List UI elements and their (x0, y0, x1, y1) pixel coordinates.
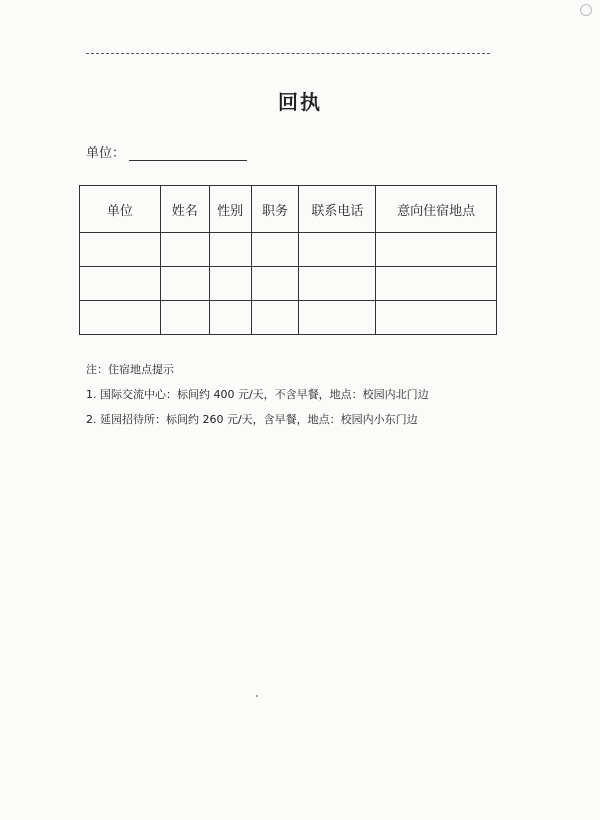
table-cell (376, 233, 497, 267)
table-cell (299, 267, 376, 301)
table-row (80, 301, 497, 335)
scan-corner-mark (580, 4, 592, 16)
table-cell (209, 267, 251, 301)
table-cell (251, 233, 299, 267)
table-cell (160, 267, 209, 301)
table-cell (80, 301, 161, 335)
unit-blank-line (129, 146, 247, 161)
table-header-row (80, 186, 497, 233)
table-cell (160, 233, 209, 267)
unit-field-row (86, 142, 247, 161)
table-header-cell: 单位 (80, 186, 161, 233)
notes-heading: 注：住宿地点提示 (86, 363, 174, 376)
unit-label: 单位： (86, 146, 126, 161)
table-header-cell: 职务 (251, 186, 299, 233)
table-header-cell: 姓名 (160, 186, 209, 233)
table-header-cell: 性别 (209, 186, 251, 233)
table-cell (251, 267, 299, 301)
table-cell (209, 301, 251, 335)
table-cell (299, 301, 376, 335)
notes-item: 1. 国际交流中心：标间约 400 元/天，不含早餐，地点：校园内北门边 (86, 388, 429, 401)
table-row (80, 267, 497, 301)
table-cell (80, 233, 161, 267)
table-cell (80, 267, 161, 301)
table-cell (209, 233, 251, 267)
table-cell (376, 267, 497, 301)
table-cell (251, 301, 299, 335)
table-cell (299, 233, 376, 267)
notes-item: 2. 延园招待所：标间约 260 元/天，含早餐，地点：校园内小东门边 (86, 413, 418, 426)
table-row (80, 233, 497, 267)
scan-speck (256, 695, 258, 697)
table-cell (160, 301, 209, 335)
notes-section (86, 364, 429, 439)
table-cell (376, 301, 497, 335)
page-title: 回执 (278, 90, 322, 114)
cut-line-divider (86, 53, 490, 54)
table-header-cell: 意向住宿地点 (376, 186, 497, 233)
receipt-table (79, 185, 497, 335)
table-header-cell: 联系电话 (299, 186, 376, 233)
